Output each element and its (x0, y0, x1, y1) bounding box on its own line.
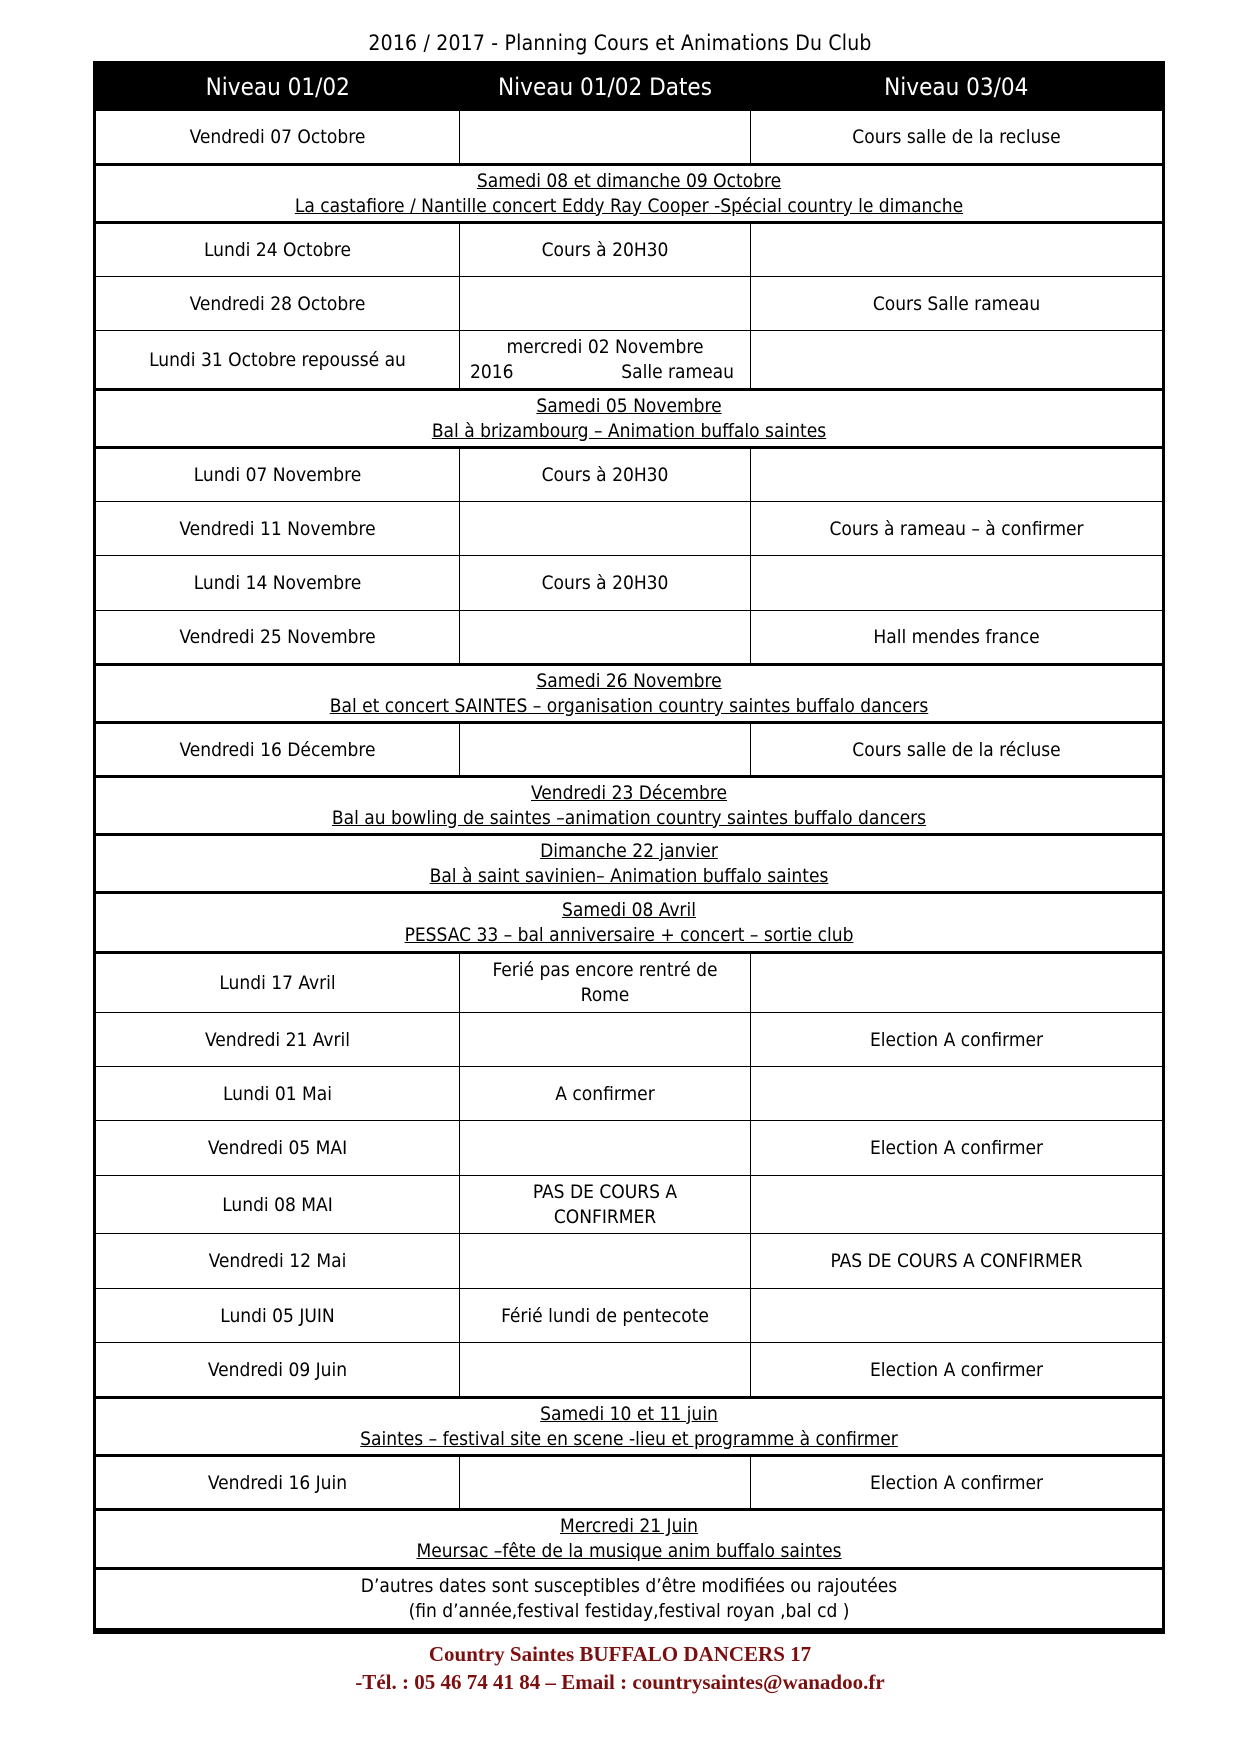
schedule-row (95, 1289, 1164, 1343)
cell-niveau-01-02-dates: A confirmer (460, 1067, 751, 1121)
event-description: PESSAC 33 – bal anniversaire + concert – sortie club (404, 923, 854, 946)
club-contact: -Tél. : 05 46 74 41 84 – Email : countrysaintes@wanadoo.fr (355, 1669, 885, 1694)
schedule-row (95, 1067, 1164, 1121)
event-description: Bal à saint savinien– Animation buffalo saintes (429, 864, 829, 887)
cell-niveau-03-04: Election A confirmer (751, 1121, 1164, 1176)
schedule-row (95, 953, 1164, 1013)
event-row (95, 665, 1164, 723)
cell-niveau-01-02-dates: Cours à 20H30 (460, 223, 751, 277)
event-description: Bal au bowling de saintes –animation country saintes buffalo dancers (331, 806, 927, 829)
cell-niveau-01-02-dates (460, 1234, 751, 1289)
cell-niveau-01-02-dates (460, 1343, 751, 1398)
cell-niveau-01-02: Vendredi 16 Juin (95, 1456, 460, 1510)
event-date: Samedi 10 et 11 juin (540, 1402, 718, 1425)
cell-niveau-01-02-dates (460, 331, 751, 390)
schedule-row (95, 331, 1164, 390)
cell-niveau-01-02-dates: Cours à 20H30 (460, 556, 751, 611)
cell-niveau-03-04: Election A confirmer (751, 1013, 1164, 1067)
planning-table (93, 61, 1165, 1634)
schedule-row (95, 723, 1164, 777)
cell-niveau-03-04 (751, 556, 1164, 611)
cell-niveau-01-02: Vendredi 28 Octobre (95, 277, 460, 331)
cell-niveau-03-04 (751, 953, 1164, 1013)
cell-niveau-03-04 (751, 448, 1164, 502)
schedule-row (95, 448, 1164, 502)
cell-niveau-03-04: Cours salle de la recluse (751, 111, 1164, 165)
cell-niveau-03-04 (751, 1289, 1164, 1343)
cell-niveau-01-02-dates (460, 277, 751, 331)
event-date: Vendredi 23 Décembre (531, 781, 727, 804)
cell-niveau-01-02: Lundi 14 Novembre (95, 556, 460, 611)
cell-niveau-01-02: Lundi 08 MAI (95, 1176, 460, 1234)
event-description: Bal à brizambourg – Animation buffalo saintes (431, 419, 827, 442)
schedule-row (95, 277, 1164, 331)
cell-niveau-01-02-dates (460, 723, 751, 777)
event-description: Bal et concert SAINTES – organisation country saintes buffalo dancers (329, 694, 929, 717)
schedule-row (95, 502, 1164, 556)
table-header-row (95, 63, 1164, 111)
cell-niveau-01-02-dates (460, 1013, 751, 1067)
cell-niveau-03-04: Election A confirmer (751, 1456, 1164, 1510)
cell-niveau-03-04: Hall mendes france (751, 611, 1164, 665)
event-date: Samedi 05 Novembre (536, 394, 722, 417)
cell-niveau-03-04: Election A confirmer (751, 1343, 1164, 1398)
cell-niveau-03-04 (751, 331, 1164, 390)
cell-niveau-03-04 (751, 223, 1164, 277)
schedule-row (95, 223, 1164, 277)
cell-niveau-03-04 (751, 1176, 1164, 1234)
cell-line: Rome (580, 984, 630, 1006)
cell-line: PAS DE COURS A (532, 1180, 678, 1203)
cell-niveau-01-02: Lundi 31 Octobre repoussé au (95, 331, 460, 390)
cell-niveau-03-04: Cours salle de la récluse (751, 723, 1164, 777)
cell-niveau-01-02: Lundi 24 Octobre (95, 223, 460, 277)
schedule-row (95, 611, 1164, 665)
event-row (95, 1398, 1164, 1456)
cell-niveau-01-02: Lundi 01 Mai (95, 1067, 460, 1121)
schedule-row (95, 1176, 1164, 1234)
cell-niveau-01-02: Vendredi 25 Novembre (95, 611, 460, 665)
cell-niveau-01-02-dates: Férié lundi de pentecote (460, 1289, 751, 1343)
event-row (95, 777, 1164, 835)
club-footer (0, 1640, 1240, 1696)
event-date: Samedi 08 Avril (562, 898, 696, 921)
event-row (95, 835, 1164, 893)
cell-niveau-01-02: Vendredi 21 Avril (95, 1013, 460, 1067)
cell-niveau-01-02: Lundi 07 Novembre (95, 448, 460, 502)
cell-niveau-03-04: PAS DE COURS A CONFIRMER (751, 1234, 1164, 1289)
event-date: Dimanche 22 janvier (540, 839, 718, 862)
event-date: Samedi 26 Novembre (536, 669, 722, 692)
schedule-row (95, 1234, 1164, 1289)
cell-niveau-01-02: Lundi 17 Avril (95, 953, 460, 1013)
header-niveau-01-02: Niveau 01/02 (95, 63, 460, 111)
cell-niveau-01-02: Vendredi 09 Juin (95, 1343, 460, 1398)
cell-niveau-03-04 (751, 1067, 1164, 1121)
cell-niveau-03-04: Cours Salle rameau (751, 277, 1164, 331)
schedule-row (95, 1121, 1164, 1176)
cell-line: Ferié pas encore rentré de (492, 959, 718, 981)
header-niveau-01-02-dates: Niveau 01/02 Dates (460, 63, 751, 111)
cell-niveau-01-02-dates (460, 1121, 751, 1176)
event-row (95, 390, 1164, 448)
note-row (95, 1569, 1164, 1631)
event-date: Mercredi 21 Juin (559, 1515, 699, 1537)
schedule-row (95, 1343, 1164, 1398)
event-date: Samedi 08 et dimanche 09 Octobre (476, 169, 782, 192)
schedule-row (95, 111, 1164, 165)
note-line: (fin d’année,festival festiday,festival royan ,bal cd ) (408, 1599, 850, 1622)
planning-body (95, 111, 1164, 1631)
cell-niveau-01-02-dates (460, 1456, 751, 1510)
cell-niveau-01-02-dates (460, 1176, 751, 1234)
event-description: Meursac –fête de la musique anim buffalo saintes (416, 1540, 842, 1562)
club-name: Country Saintes BUFFALO DANCERS 17 (428, 1641, 812, 1666)
page-title: 2016 / 2017 - Planning Cours et Animations Du Club (368, 31, 872, 55)
cell-niveau-01-02: Vendredi 05 MAI (95, 1121, 460, 1176)
cell-niveau-01-02: Vendredi 11 Novembre (95, 502, 460, 556)
note-line: D’autres dates sont susceptibles d’être modifiées ou rajoutées (360, 1574, 898, 1597)
cell-line: CONFIRMER (553, 1205, 657, 1228)
header-niveau-03-04: Niveau 03/04 (751, 63, 1164, 111)
cell-niveau-01-02-dates (460, 611, 751, 665)
cell-niveau-01-02-dates (460, 502, 751, 556)
cell-niveau-01-02: Vendredi 16 Décembre (95, 723, 460, 777)
cell-line: mercredi 02 Novembre (506, 335, 704, 358)
cell-niveau-01-02-dates: Cours à 20H30 (460, 448, 751, 502)
cell-niveau-01-02-dates (460, 953, 751, 1013)
cell-niveau-01-02: Lundi 05 JUIN (95, 1289, 460, 1343)
schedule-row (95, 1013, 1164, 1067)
cell-niveau-01-02-dates (460, 111, 751, 165)
event-row (95, 165, 1164, 223)
event-row (95, 1510, 1164, 1569)
schedule-row (95, 1456, 1164, 1510)
event-description: La castafiore / Nantille concert Eddy Ray Cooper -Spécial country le dimanche (294, 194, 964, 217)
cell-line: Salle rameau (621, 360, 734, 383)
schedule-row (95, 556, 1164, 611)
event-row (95, 893, 1164, 953)
cell-niveau-01-02: Vendredi 07 Octobre (95, 111, 460, 165)
cell-niveau-03-04: Cours à rameau – à confirmer (751, 502, 1164, 556)
event-description: Saintes – festival site en scene -lieu et programme à confirmer (360, 1427, 898, 1450)
cell-niveau-01-02: Vendredi 12 Mai (95, 1234, 460, 1289)
cell-line: 2016 (470, 360, 514, 383)
